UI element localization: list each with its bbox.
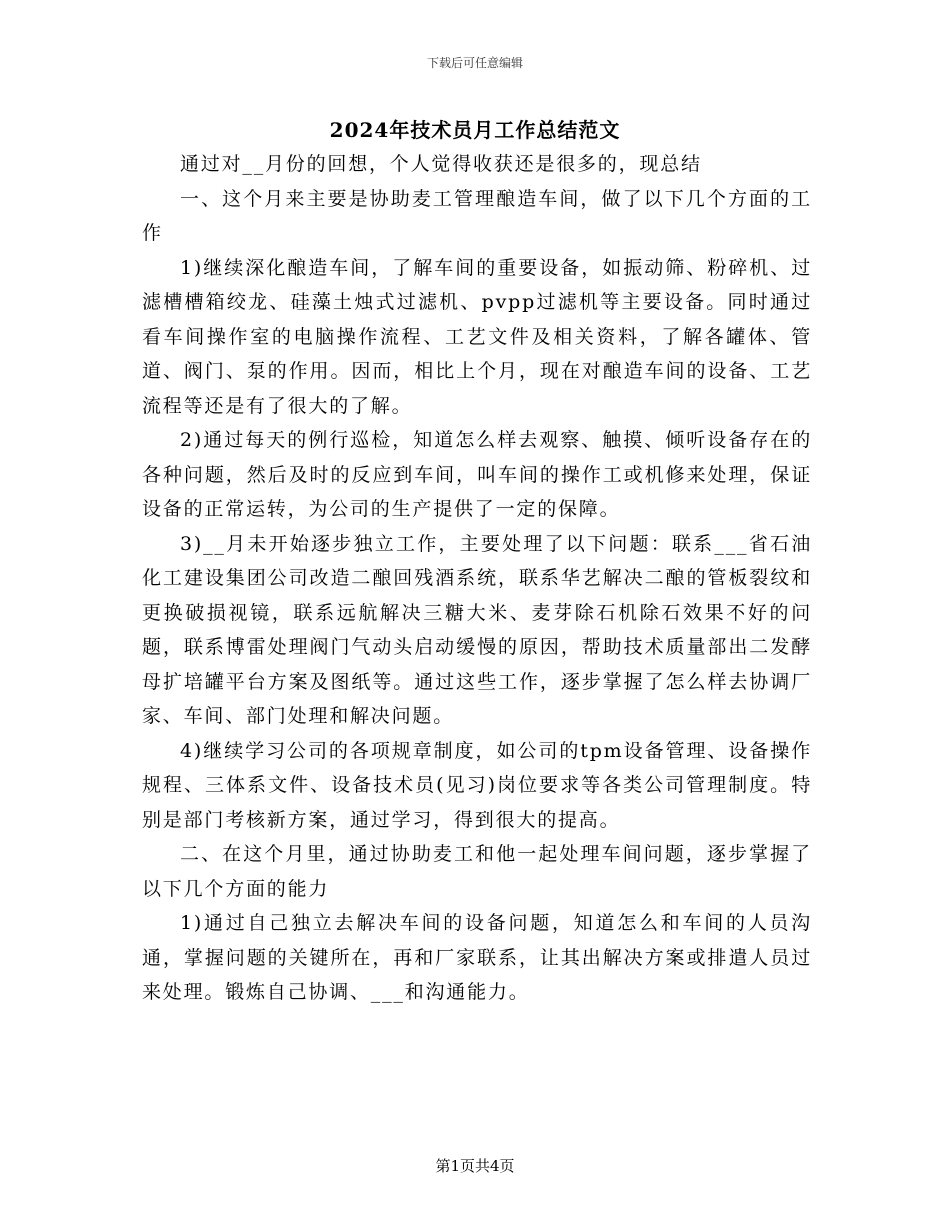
section-two-heading: 二、在这个月里，通过协助麦工和他一起处理车间问题，逐步掌握了以下几个方面的能力 bbox=[142, 843, 812, 900]
section-one-item-1: 1)继续深化酿造车间，了解车间的重要设备，如振动筛、粉碎机、过滤槽槽箱绞龙、硅藻土烛式过滤机、pvpp过滤机等主要设备。同时通过看车间操作室的电脑操作流程、工艺文件及相关资料，了解各罐体、管道、阀门、泵的作用。因而，相比上个月，现在对酿造车间的设备、工艺流程等还是有了很大的了解。 bbox=[142, 256, 812, 417]
document-title: 2024年技术员月工作总结范文 bbox=[329, 118, 621, 142]
page-footer: 第1页共4页 bbox=[435, 1157, 515, 1175]
section-one-item-3: 3)__月未开始逐步独立工作，主要处理了以下问题：联系___省石油化工建设集团公司改造二酿回残酒系统，联系华艺解决二酿的管板裂纹和更换破损视镜，联系远航解决三糖大米、麦芽除石机除石效果不好的问题，联系博雷处理阀门气动头启动缓慢的原因，帮助技术质量部出二发酵母扩培罐平台方案及图纸等。通过这些工作，逐步掌握了怎么样去协调厂家、车间、部门处理和解决问题。 bbox=[142, 532, 812, 727]
section-one-item-2: 2)通过每天的例行巡检，知道怎么样去观察、触摸、倾听设备存在的各种问题，然后及时的反应到车间，叫车间的操作工或机修来处理，保证设备的正常运转，为公司的生产提供了一定的保障。 bbox=[142, 429, 812, 520]
header-note: 下载后可任意编辑 bbox=[426, 56, 523, 70]
section-two-item-1: 1)通过自己独立去解决车间的设备问题，知道怎么和车间的人员沟通，掌握问题的关键所在，再和厂家联系，让其出解决方案或排遣人员过来处理。锻炼自己协调、___和沟通能力。 bbox=[142, 912, 812, 1003]
section-one-heading: 一、这个月来主要是协助麦工管理酿造车间，做了以下几个方面的工作 bbox=[142, 187, 812, 244]
section-one-item-4: 4)继续学习公司的各项规章制度，如公司的tpm设备管理、设备操作规程、三体系文件、设备技术员(见习)岗位要求等各类公司管理制度。特别是部门考核新方案，通过学习，得到很大的提高。 bbox=[142, 739, 812, 831]
document-body bbox=[142, 147, 812, 1010]
intro-paragraph: 通过对__月份的回想，个人觉得收获还是很多的，现总结 bbox=[180, 153, 702, 175]
